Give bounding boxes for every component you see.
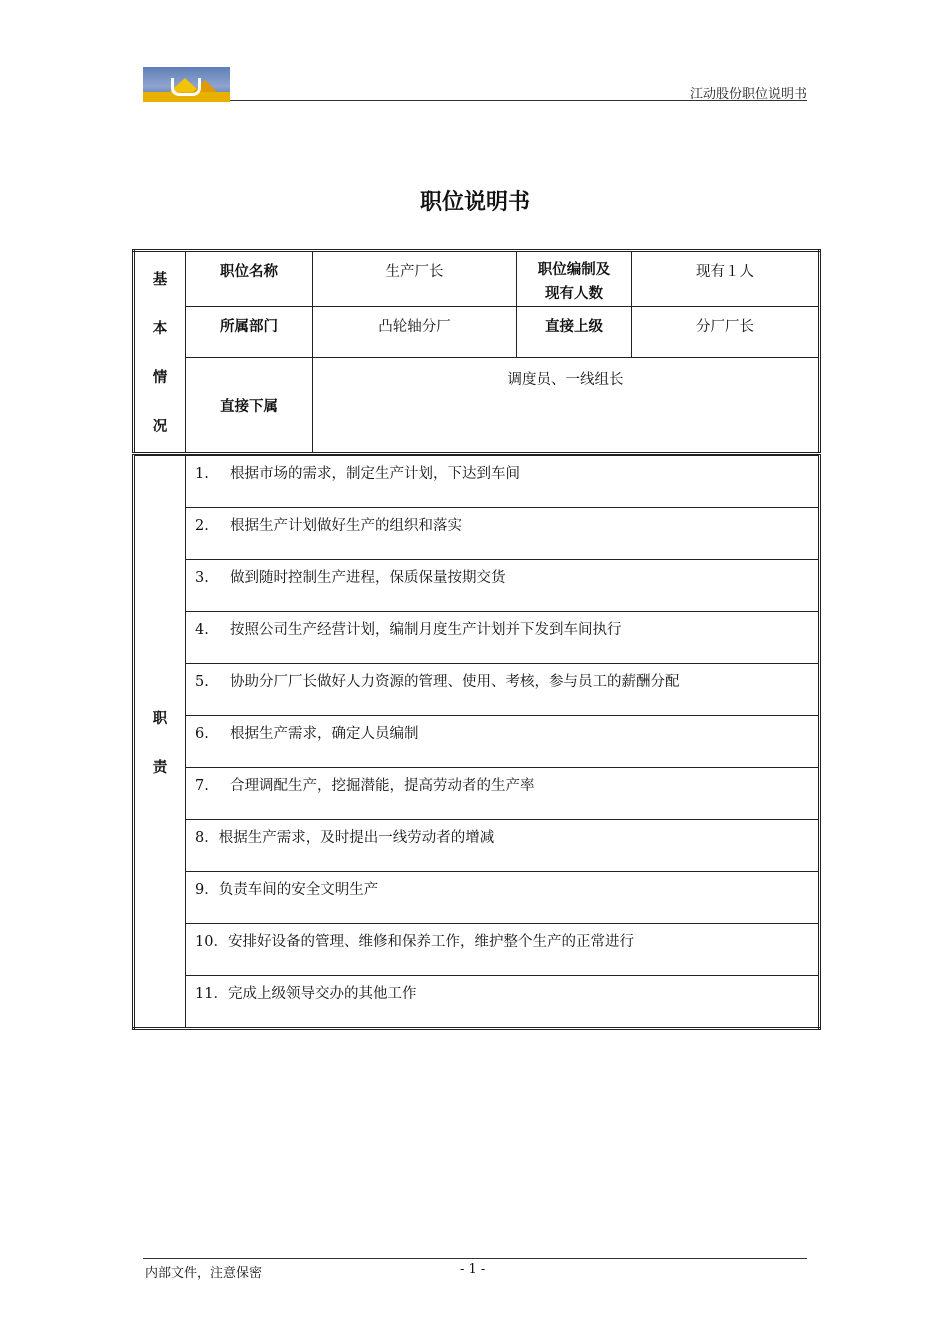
duty-text: 8．根据生产需求，及时提出一线劳动者的增减: [195, 830, 495, 846]
header-doc-title: 江动股份职位说明书: [689, 87, 807, 102]
duty-item: [186, 664, 820, 716]
department-value: 凸轮轴分厂: [313, 307, 517, 358]
duty-item: [186, 612, 820, 664]
duty-text: 协助分厂厂长做好人力资源的管理、使用、考核，参与员工的薪酬分配: [230, 674, 680, 690]
duty-item: [186, 456, 820, 508]
superior-label: 直接上级: [517, 307, 632, 358]
duty-text: 根据生产计划做好生产的组织和落实: [230, 518, 462, 534]
duty-item: [186, 508, 820, 560]
duty-number: 2.: [195, 518, 209, 534]
duty-text: 10．安排好设备的管理、维修和保养工作，维护整个生产的正常进行: [195, 934, 634, 950]
section-char: 况: [152, 419, 168, 435]
section-char: 职: [152, 710, 168, 727]
headcount-label-line2: 现有人数: [545, 286, 603, 302]
duty-number: 6.: [195, 726, 209, 742]
duty-number: 3.: [195, 570, 209, 586]
department-label: 所属部门: [186, 307, 313, 358]
duty-text: 11．完成上级领导交办的其他工作: [195, 986, 417, 1002]
position-name-label: 职位名称: [186, 251, 313, 307]
section-duties: [134, 456, 186, 1029]
section-char: 基: [152, 272, 168, 288]
duty-item: [186, 716, 820, 768]
header-divider: [230, 100, 807, 101]
section-basic-info: [134, 251, 186, 454]
duty-text: 根据市场的需求，制定生产计划，下达到车间: [230, 466, 520, 482]
duty-text: 按照公司生产经营计划，编制月度生产计划并下发到车间执行: [230, 622, 622, 638]
duty-number: 5.: [195, 674, 209, 690]
duty-number: 4.: [195, 622, 209, 638]
duty-item: [186, 872, 820, 924]
footer-page-number: - 1 -: [460, 1262, 486, 1277]
section-char: 情: [152, 370, 168, 386]
footer-confidential: 内部文件，注意保密: [145, 1266, 263, 1281]
headcount-label-line1: 职位编制及: [537, 262, 611, 278]
duty-text: 合理调配生产，挖掘潜能，提高劳动者的生产率: [230, 778, 535, 794]
logo-mark: [171, 78, 201, 96]
duty-text: 做到随时控制生产进程，保质保量按期交货: [230, 570, 506, 586]
section-char: 责: [152, 759, 168, 776]
duty-item: [186, 560, 820, 612]
duty-item: [186, 976, 820, 1029]
duty-text: 9．负责车间的安全文明生产: [195, 882, 379, 898]
position-name-value: 生产厂长: [313, 251, 517, 307]
page-title: 职位说明书: [419, 190, 530, 215]
footer-divider: [143, 1258, 807, 1259]
superior-value: 分厂厂长: [632, 307, 820, 358]
subordinates-label: 直接下属: [186, 358, 313, 454]
headcount-label: [517, 251, 632, 307]
duty-number: 1.: [195, 466, 209, 482]
duty-item: [186, 820, 820, 872]
duty-text: 根据生产需求，确定人员编制: [230, 726, 419, 742]
company-logo: [143, 67, 230, 102]
duty-item: [186, 768, 820, 820]
section-char: 本: [152, 321, 168, 337]
job-description-table: [132, 249, 821, 1030]
subordinates-value: 调度员、一线组长: [313, 358, 820, 454]
duty-item: [186, 924, 820, 976]
duty-number: 7.: [195, 778, 209, 794]
headcount-value: 现有１人: [632, 251, 820, 307]
